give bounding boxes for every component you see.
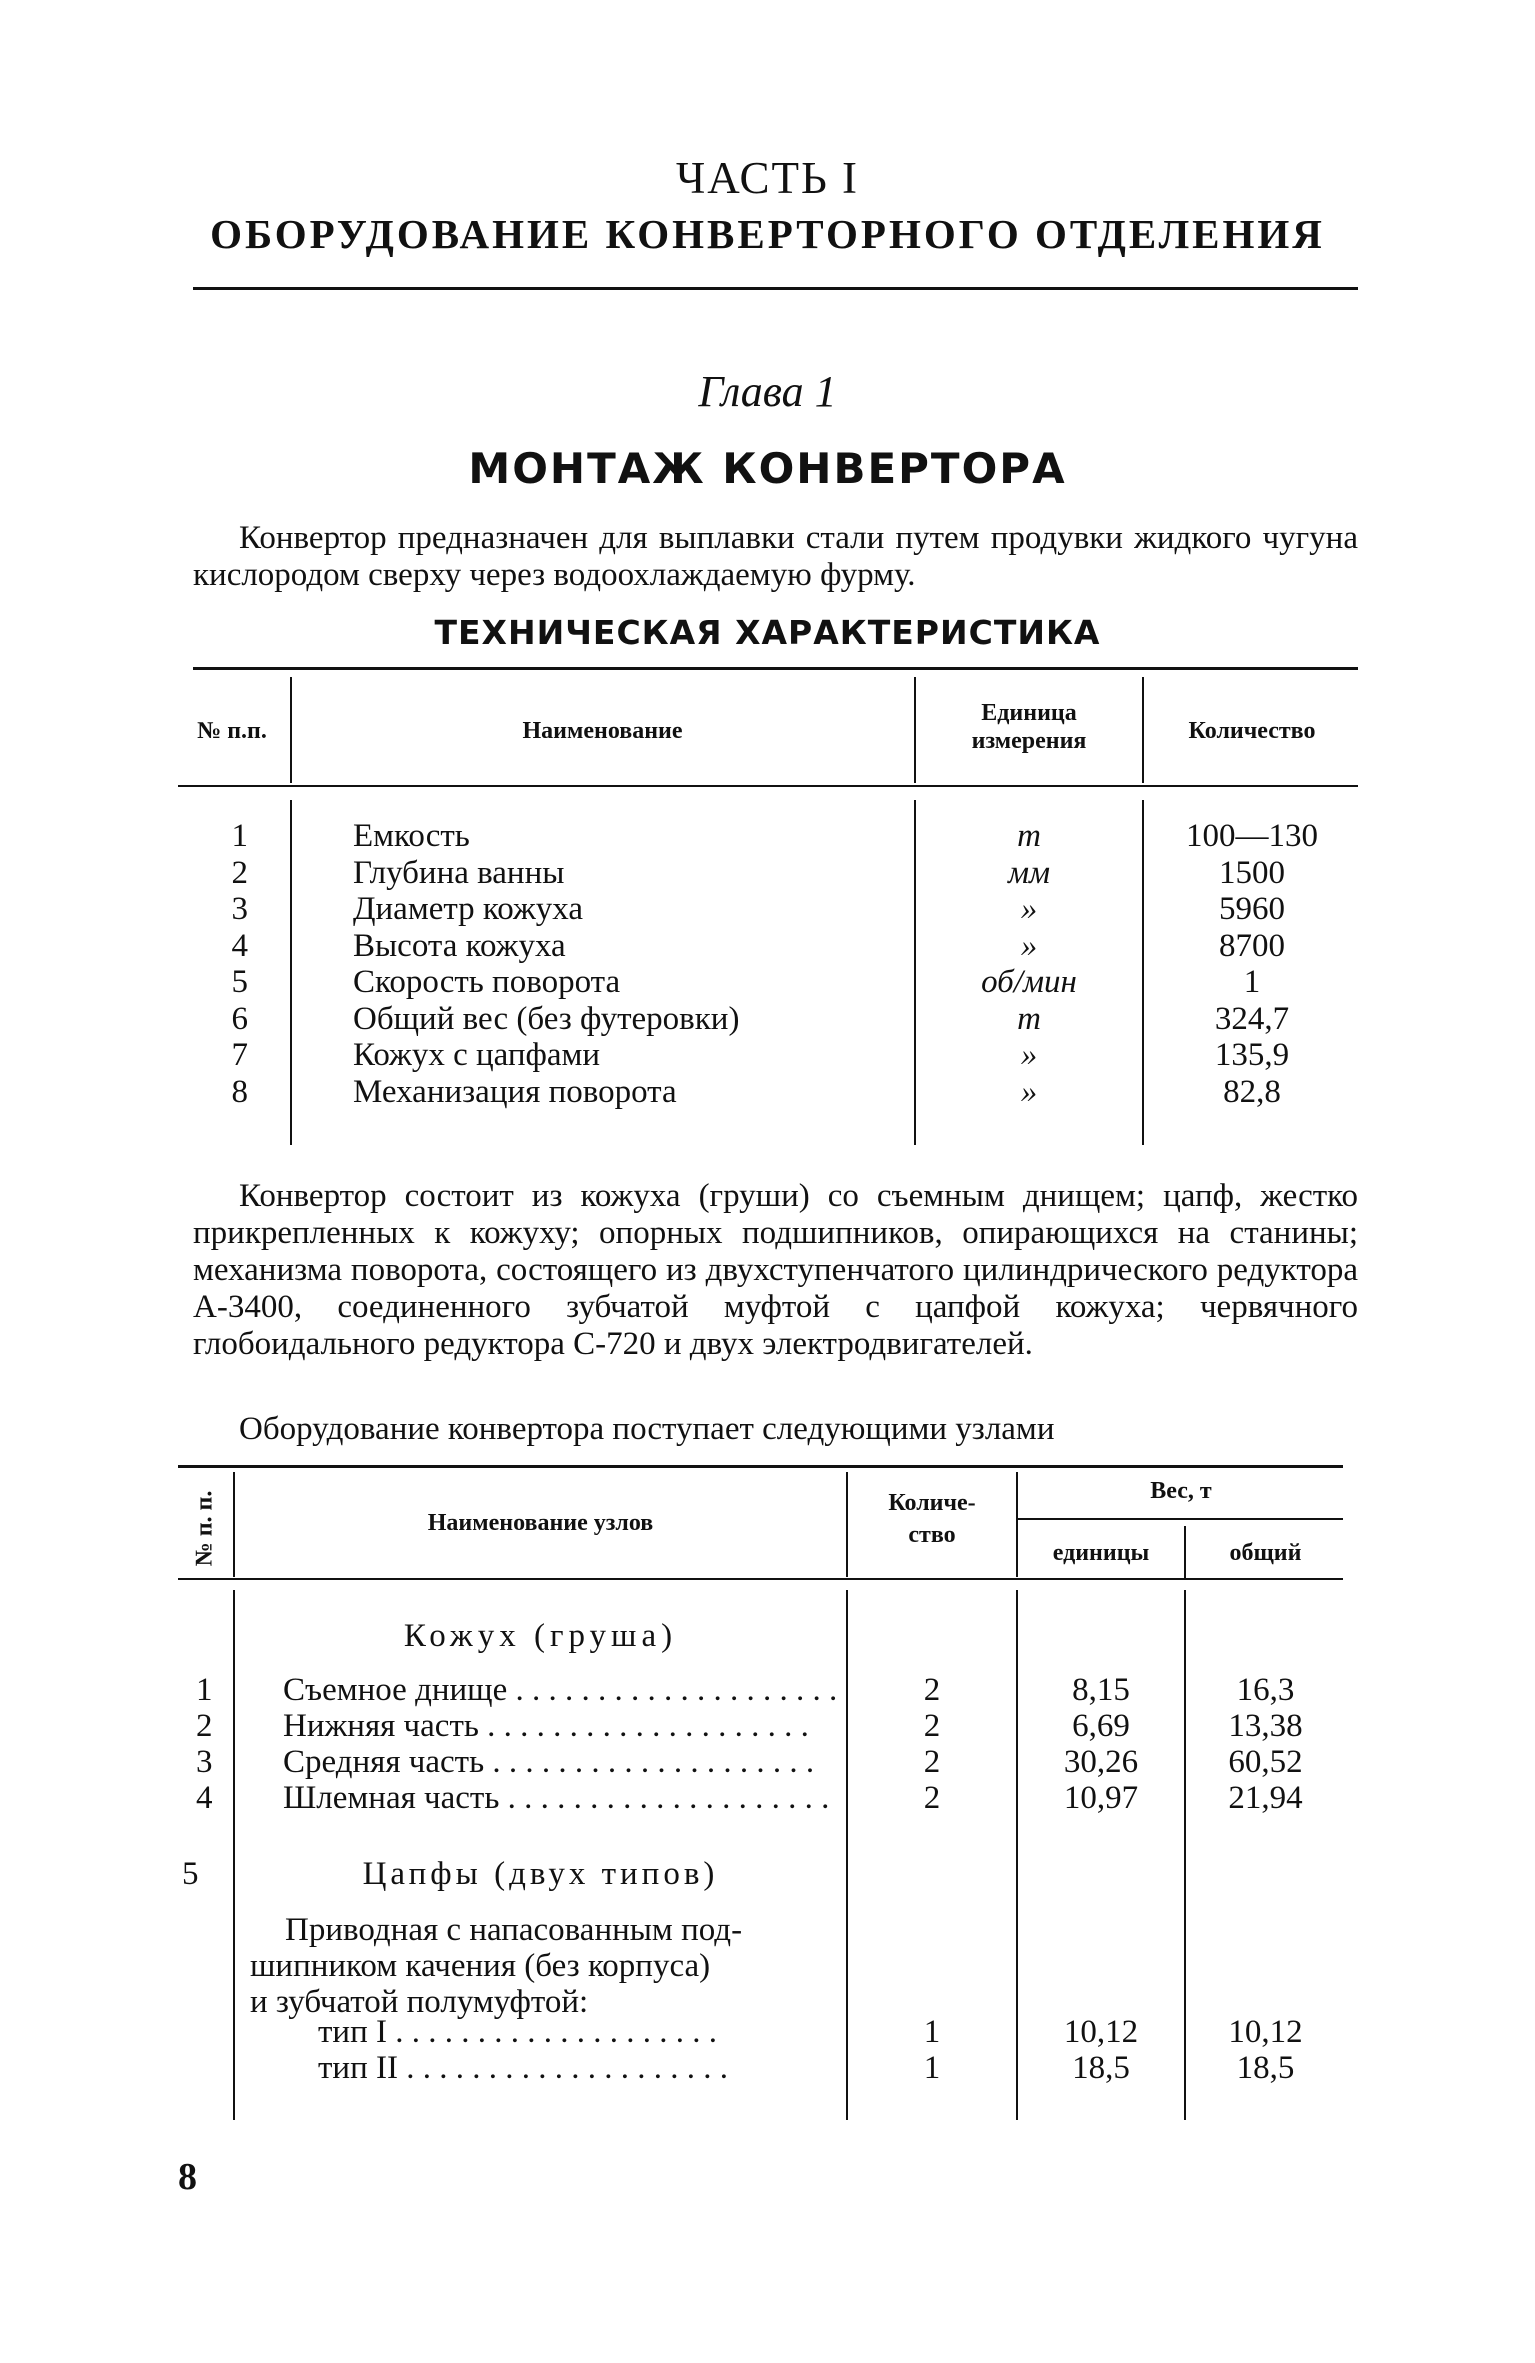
spec-row-unit: » xyxy=(1020,1073,1038,1110)
spec-row-qty: 8700 xyxy=(1219,927,1285,964)
spec-row-unit: » xyxy=(1020,891,1038,927)
units-row-name: тип I . . . . . . . . . . . . . . . . . . . . xyxy=(318,2014,717,2050)
units-row-unit-weight: 30,26 xyxy=(1063,1744,1139,1780)
units-row-total-weight: 13,38 xyxy=(1228,1708,1303,1744)
units-row-name: Съемное днище . . . . . . . . . . . . . . . . . . . . xyxy=(283,1672,838,1708)
spec-header-num: № п.п. xyxy=(197,718,267,744)
spec-row-num: 8 xyxy=(231,1073,248,1110)
section-trunnions-num: 5 xyxy=(182,1856,199,1892)
units-row-num: 4 xyxy=(196,1780,213,1816)
part-title: ОБОРУДОВАНИЕ КОНВЕРТОРНОГО ОТДЕЛЕНИЯ xyxy=(210,211,1325,257)
units-row-total-weight: 21,94 xyxy=(1228,1780,1303,1816)
units-row-unit-weight: 18,5 xyxy=(1072,2050,1130,2086)
spec-header-qty: Количество xyxy=(1188,718,1316,744)
spec-row-name: Скорость поворота xyxy=(353,964,621,1000)
spec-row-num: 6 xyxy=(231,1000,248,1037)
spec-row-qty: 135,9 xyxy=(1214,1037,1290,1073)
units-row-qty: 2 xyxy=(923,1780,941,1816)
spec-row-unit: мм xyxy=(1007,854,1051,891)
part-label: ЧАСТЬ I xyxy=(675,153,860,203)
spec-row-unit: т xyxy=(1017,818,1041,854)
units-header-qty-1: Количе- xyxy=(888,1490,976,1516)
spec-header-unit-2: измерения xyxy=(971,728,1087,754)
units-row-qty: 1 xyxy=(923,2014,941,2050)
units-header-total-weight: общий xyxy=(1229,1540,1302,1566)
chapter-label: Глава 1 xyxy=(698,367,837,416)
units-row-name: Средняя часть . . . . . . . . . . . . . . . . . . . . xyxy=(283,1744,815,1780)
intro-paragraph: Конвертор предназначен для выплавки стали путем продувки жидкого чугуна кислородом сверху через водоохлаждаемую фурму. xyxy=(193,520,1358,593)
spec-row-num: 7 xyxy=(231,1037,248,1073)
spec-row-unit: об/мин xyxy=(981,964,1077,1000)
units-row-name: Нижняя часть . . . . . . . . . . . . . . . . . . . . xyxy=(283,1708,809,1744)
units-row-total-weight: 10,12 xyxy=(1228,2014,1303,2050)
units-row-qty: 2 xyxy=(923,1708,941,1744)
units-header-num: № п. п. xyxy=(191,1490,218,1567)
units-row-qty: 2 xyxy=(923,1744,941,1780)
spec-row-unit: » xyxy=(1020,927,1038,964)
spec-row-name: Кожух с цапфами xyxy=(353,1037,601,1073)
chapter-title: МОНТАЖ КОНВЕРТОРА xyxy=(468,444,1067,493)
spec-row-qty: 82,8 xyxy=(1223,1073,1281,1110)
units-row-qty: 2 xyxy=(923,1672,941,1708)
drive-text-1: Приводная с напасованным под- xyxy=(285,1912,743,1948)
units-row-total-weight: 16,3 xyxy=(1236,1672,1295,1708)
spec-row-qty: 1500 xyxy=(1219,854,1285,891)
spec-row-num: 3 xyxy=(231,891,248,927)
units-row-name: Шлемная часть . . . . . . . . . . . . . . . . . . . . xyxy=(283,1780,830,1816)
title-rule xyxy=(193,287,1358,290)
spec-row-name: Общий вес (без футеровки) xyxy=(353,1000,740,1037)
delivery-intro: Оборудование конвертора поступает следующими узлами xyxy=(239,1411,1055,1447)
spec-row-qty: 5960 xyxy=(1219,891,1285,927)
spec-row-name: Глубина ванны xyxy=(353,854,565,891)
section-trunnions: Цапфы (двух типов) xyxy=(362,1856,719,1892)
units-row-unit-weight: 10,97 xyxy=(1063,1780,1139,1816)
spec-row-num: 5 xyxy=(231,964,248,1000)
spec-header-name: Наименование xyxy=(522,718,683,744)
spec-row-name: Емкость xyxy=(353,818,470,854)
spec-row-name: Диаметр кожуха xyxy=(353,891,583,927)
spec-row-num: 1 xyxy=(231,818,248,854)
section-shell: Кожух (груша) xyxy=(403,1618,678,1654)
units-row-num: 2 xyxy=(196,1708,213,1744)
spec-row-name: Высота кожуха xyxy=(353,927,566,964)
units-header-weight: Вес, т xyxy=(1150,1478,1212,1504)
units-row-unit-weight: 10,12 xyxy=(1063,2014,1139,2050)
page-number: 8 xyxy=(178,2156,197,2198)
units-row-total-weight: 18,5 xyxy=(1236,2050,1295,2086)
spec-header-unit-1: Единица xyxy=(981,700,1077,726)
units-row-num: 1 xyxy=(196,1672,213,1708)
spec-row-qty: 324,7 xyxy=(1214,1000,1290,1037)
units-row-unit-weight: 8,15 xyxy=(1072,1672,1130,1708)
units-header-qty-2: ство xyxy=(908,1522,956,1548)
spec-row-num: 2 xyxy=(231,854,248,891)
units-row-name: тип II . . . . . . . . . . . . . . . . . . . . xyxy=(318,2050,728,2086)
drive-text-3: и зубчатой полумуфтой: xyxy=(250,1984,589,2020)
units-row-total-weight: 60,52 xyxy=(1228,1744,1303,1780)
units-header-unit-weight: единицы xyxy=(1052,1540,1150,1566)
spec-row-num: 4 xyxy=(231,927,248,964)
spec-row-unit: т xyxy=(1017,1000,1041,1037)
spec-row-qty: 100—130 xyxy=(1186,818,1318,854)
drive-text-2: шипником качения (без корпуса) xyxy=(250,1948,711,1984)
spec-row-name: Механизация поворота xyxy=(353,1073,677,1110)
units-row-unit-weight: 6,69 xyxy=(1072,1708,1130,1744)
units-header-name: Наименование узлов xyxy=(427,1510,654,1536)
units-row-qty: 1 xyxy=(923,2050,941,2086)
body-paragraph: Конвертор состоит из кожуха (груши) со съемным днищем; цапф, жестко прикрепленных к кожуху; опорных подшипников, опирающихся на станины; механизма поворота, состоящего из двухступенчатого цилиндрического редуктора А-3400, соединенного зубчатой муфтой с цапфой кожуха; червячного глобоидального редуктора С-720 и двух электродвигателей. xyxy=(193,1178,1358,1362)
spec-row-qty: 1 xyxy=(1243,964,1261,1000)
units-row-num: 3 xyxy=(196,1744,213,1780)
spec-row-unit: » xyxy=(1020,1037,1038,1073)
spec-title: ТЕХНИЧЕСКАЯ ХАРАКТЕРИСТИКА xyxy=(434,613,1101,652)
